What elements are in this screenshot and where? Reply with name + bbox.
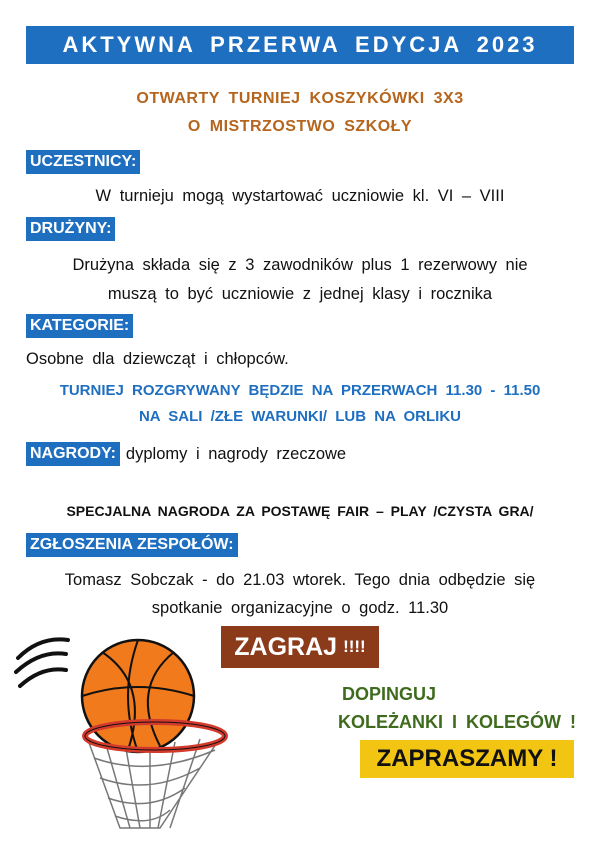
tournament-subtitle: O MISTRZOSTWO SZKOŁY [187, 118, 413, 135]
basketball-icon [82, 640, 194, 752]
participants-text: W turnieju mogą wystartować uczniowie kl. VI – VIII [95, 187, 505, 205]
categories-text: Osobne dla dziewcząt i chłopców. [26, 350, 289, 368]
prizes-row [26, 440, 346, 468]
tournament-title: OTWARTY TURNIEJ KOSZYKÓWKI 3X3 [136, 90, 464, 107]
basketball-hoop-illustration [10, 628, 240, 843]
special-prize-text: SPECJALNA NAGRODA ZA POSTAWĘ FAIR – PLAY /CZYSTA GRA/ [66, 503, 534, 519]
play-text: ZAGRAJ [234, 632, 338, 661]
invite-banner [360, 740, 574, 778]
teams-text-line2: muszą to być uczniowie z jednej klasy i rocznika [107, 285, 493, 303]
registration-line2: spotkanie organizacyjne o godz. 11.30 [151, 599, 449, 617]
schedule-line2: NA SALI /ZŁE WARUNKI/ LUB NA ORLIKU [138, 408, 462, 425]
categories-label: KATEGORIE: [26, 314, 133, 338]
teams-text-line1: Drużyna składa się z 3 zawodników plus 1 rezerwowy nie [72, 256, 528, 274]
play-exclaim: !!!! [343, 637, 366, 656]
poster-title-bar [26, 26, 574, 64]
play-banner [221, 626, 379, 668]
cheer-line2: KOLEŻANKI I KOLEGÓW ! [338, 712, 576, 732]
invite-text: ZAPRASZAMY ! [376, 745, 558, 772]
prizes-label: NAGRODY: [26, 442, 120, 466]
participants-label: UCZESTNICY: [26, 150, 140, 174]
cheer-line1: DOPINGUJ [341, 684, 437, 704]
motion-line-icon [20, 669, 66, 686]
registration-line1: Tomasz Sobczak - do 21.03 wtorek. Tego dnia odbędzie się [64, 571, 536, 589]
teams-label: DRUŻYNY: [26, 217, 115, 241]
schedule-line1: TURNIEJ ROZGRYWANY BĘDZIE NA PRZERWACH 11.30 - 11.50 [59, 382, 541, 399]
poster-title: AKTYWNA PRZERWA EDYCJA 2023 [62, 32, 538, 57]
registration-label: ZGŁOSZENIA ZESPOŁÓW: [26, 533, 238, 557]
prizes-text: dyplomy i nagrody rzeczowe [125, 445, 347, 463]
